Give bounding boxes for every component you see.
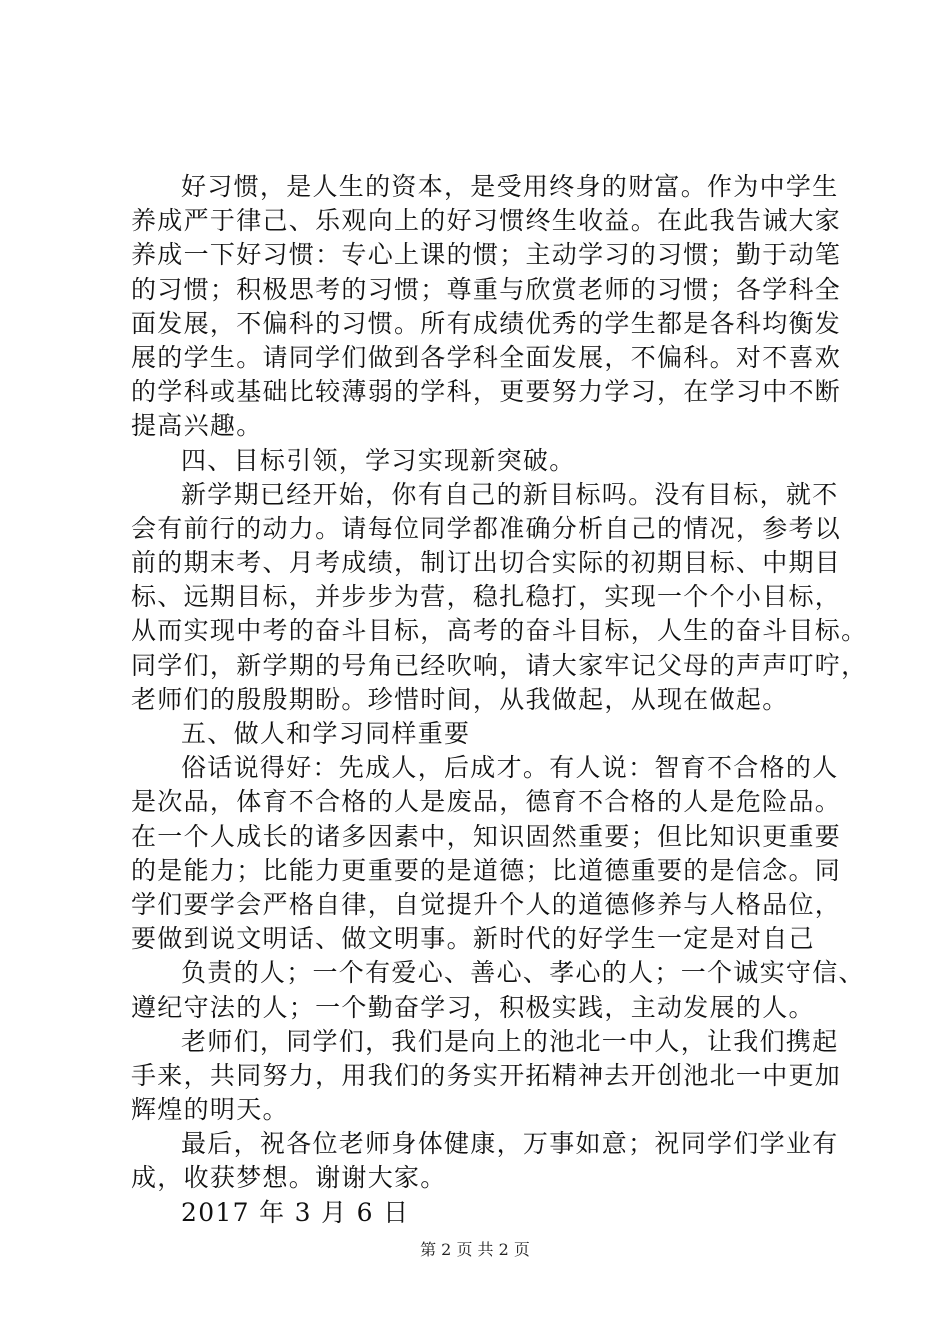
paragraph-line: 同学们，新学期的号角已经吹响，请大家牢记父母的声声叮咛，: [131, 650, 868, 680]
paragraph-line: 遵纪守法的人；一个勤奋学习，积极实践，主动发展的人。: [131, 992, 815, 1022]
paragraph-line: 是次品，体育不合格的人是废品，德育不合格的人是危险品。: [131, 787, 842, 817]
paragraph-line: 的习惯；积极思考的习惯；尊重与欣赏老师的习惯；各学科全: [131, 274, 842, 304]
paragraph-line: 学们要学会严格自律，自觉提升个人的道德修养与人格品位，: [131, 889, 842, 919]
paragraph-line: 的是能力；比能力更重要的是道德；比道德重要的是信念。同: [131, 855, 842, 885]
paragraph-line: 好习惯，是人生的资本，是受用终身的财富。作为中学生: [181, 172, 839, 201]
paragraph-line: 老师们的殷殷期盼。珍惜时间，从我做起，从现在做起。: [131, 684, 789, 714]
document-body: [131, 170, 868, 1230]
paragraph-line: 在一个人成长的诸多因素中，知识固然重要；但比知识更重要: [131, 821, 842, 851]
paragraph-line: 提高兴趣。: [131, 411, 263, 441]
paragraph-line: 展的学生。请同学们做到各学科全面发展，不偏科。对不喜欢: [131, 342, 842, 372]
paragraph-line: 面发展，不偏科的习惯。所有成绩优秀的学生都是各科均衡发: [131, 308, 842, 338]
document-date: 2017 年 3 月 6 日: [181, 1197, 410, 1227]
paragraph-line: 养成一下好习惯：专心上课的惯；主动学习的习惯；勤于动笔: [131, 240, 842, 270]
paragraph-line: 手来，共同努力，用我们的务实开拓精神去开创池北一中更加: [131, 1060, 842, 1090]
paragraph-line: 养成严于律己、乐观向上的好习惯终生收益。在此我告诫大家: [131, 206, 842, 236]
paragraph-line: 成，收获梦想。谢谢大家。: [131, 1163, 447, 1193]
paragraph-line: 新学期已经开始，你有自己的新目标吗。没有目标，就不: [181, 479, 839, 509]
paragraph-line: 从而实现中考的奋斗目标，高考的奋斗目标，人生的奋斗目标。: [131, 616, 868, 646]
section-heading: 五、做人和学习同样重要: [181, 719, 471, 748]
page-number-footer: 第 2 页 共 2 页: [420, 1240, 530, 1259]
paragraph-line: 要做到说文明话、做文明事。新时代的好学生一定是对自己: [131, 924, 815, 954]
paragraph-line: 俗话说得好：先成人，后成才。有人说：智育不合格的人: [181, 753, 839, 783]
section-heading: 四、目标引领，学习实现新突破。: [181, 445, 576, 475]
paragraph-line: 辉煌的明天。: [131, 1095, 289, 1125]
paragraph-line: 标、远期目标，并步步为营，稳扎稳打，实现一个个小目标，: [131, 582, 842, 612]
paragraph-line: 负责的人；一个有爱心、善心、孝心的人；一个诚实守信、: [181, 958, 865, 988]
paragraph-line: 最后，祝各位老师身体健康，万事如意；祝同学们学业有: [181, 1129, 839, 1159]
paragraph-line: 会有前行的动力。请每位同学都准确分析自己的情况，参考以: [131, 513, 842, 543]
paragraph-line: 的学科或基础比较薄弱的学科，更要努力学习，在学习中不断: [131, 377, 842, 407]
paragraph-line: 老师们，同学们，我们是向上的池北一中人，让我们携起: [181, 1026, 839, 1056]
paragraph-line: 前的期末考、月考成绩，制订出切合实际的初期目标、中期目: [131, 548, 842, 578]
